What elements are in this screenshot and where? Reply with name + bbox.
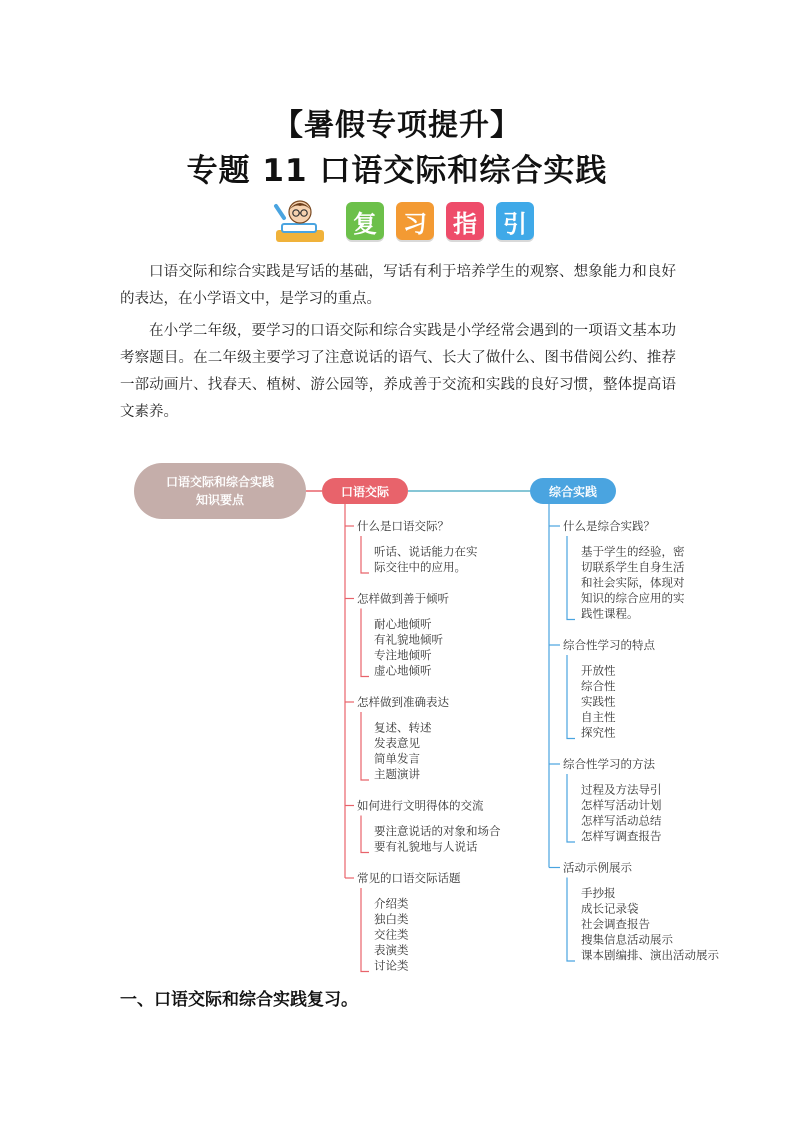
oral-group-title: 如何进行文明得体的交流 — [357, 798, 484, 813]
mind-map-root-label: 口语交际和综合实践 — [165, 475, 275, 489]
oral-group-title: 怎样做到准确表达 — [357, 695, 449, 709]
review-guide-banner — [270, 196, 534, 246]
review-tile-1 — [346, 202, 384, 240]
practice-item-connector — [567, 655, 575, 739]
practice-item: 课本剧编排、演出活动展示 — [581, 948, 719, 962]
oral-item: 耐心地倾听 — [374, 617, 432, 631]
oral-item: 发表意见 — [374, 736, 420, 750]
review-tile-char: 习 — [403, 209, 427, 238]
practice-item: 过程及方法导引 — [581, 782, 662, 797]
oral-item: 专注地倾听 — [374, 648, 432, 662]
practice-item-connector — [567, 878, 575, 962]
oral-item-connector — [361, 888, 369, 972]
practice-item: 切联系学生自身生活 — [581, 560, 685, 574]
practice-item: 社会调查报告 — [581, 917, 650, 931]
practice-group-title: 什么是综合实践？ — [563, 519, 655, 533]
oral-item-connector — [361, 712, 369, 780]
mind-map-root — [134, 463, 306, 519]
practice-item: 开放性 — [581, 663, 616, 678]
student-reading-icon — [270, 196, 330, 246]
oral-item: 复述、转述 — [374, 720, 432, 735]
oral-group-title: 什么是口语交际？ — [357, 519, 449, 533]
oral-item: 听话、说话能力在实 — [374, 544, 478, 559]
oral-item: 表演类 — [374, 943, 409, 957]
title-line-1: 【暑假专项提升】 — [273, 108, 521, 143]
oral-item: 际交往中的应用。 — [374, 560, 466, 574]
practice-item: 知识的综合应用的实 — [581, 591, 685, 605]
branch-comprehensive-practice-label: 综合实践 — [548, 485, 598, 499]
title-line-2: 专题 11 口语交际和综合实践 — [186, 153, 608, 189]
review-tile-char: 复 — [353, 209, 377, 238]
oral-group-title: 常见的口语交际话题 — [357, 871, 461, 885]
practice-item: 实践性 — [581, 694, 616, 709]
practice-group-title: 综合性学习的特点 — [563, 638, 655, 652]
mind-map-root-label: 知识要点 — [195, 493, 245, 507]
oral-item: 要有礼貌地与人说话 — [374, 839, 478, 854]
review-tile-3 — [446, 202, 484, 240]
practice-item: 基于学生的经验，密 — [581, 544, 685, 559]
review-tile-char: 引 — [503, 209, 527, 238]
section-heading: 一、口语交际和综合实践复习。 — [120, 990, 358, 1010]
oral-item: 介绍类 — [374, 896, 409, 911]
practice-group-title: 综合性学习的方法 — [563, 757, 655, 771]
branch-oral-communication-label: 口语交际 — [340, 485, 390, 499]
oral-item-connector — [361, 536, 369, 573]
oral-item: 有礼貌地倾听 — [374, 632, 443, 647]
practice-item: 探究性 — [581, 725, 616, 740]
practice-item-connector — [567, 774, 575, 842]
oral-item: 讨论类 — [374, 958, 409, 973]
practice-item-connector — [567, 536, 575, 620]
intro-paragraph-2: 在小学二年级，要学习的口语交际和综合实践是小学经常会遇到的一项语文基本功考察题目。在二年级主要学习了注意说话的语气、长大了做什么、图书借阅公约、推荐一部动画片、找春天、植树、游公园等，养成善于交流和实践的良好习惯，整体提高语文素养。 — [120, 323, 676, 420]
intro-paragraph-1: 口语交际和综合实践是写话的基础，写话有利于培养学生的观察、想象能力和良好的表达，在小学语文中，是学习的重点。 — [120, 264, 676, 307]
practice-item: 践性课程。 — [581, 606, 639, 621]
practice-item: 怎样写调查报告 — [581, 829, 662, 843]
review-tile-char: 指 — [453, 209, 477, 238]
review-tile-2 — [396, 202, 434, 240]
review-tile-4 — [496, 202, 534, 240]
practice-item: 和社会实际，体现对 — [581, 575, 685, 590]
practice-item: 搜集信息活动展示 — [581, 932, 673, 947]
oral-item: 主题演讲 — [374, 767, 420, 781]
oral-item: 虚心地倾听 — [374, 663, 432, 678]
oral-item: 独白类 — [374, 912, 409, 926]
practice-group-title: 活动示例展示 — [563, 860, 632, 875]
practice-item: 怎样写活动总结 — [581, 813, 662, 828]
practice-item: 综合性 — [581, 679, 616, 693]
oral-item-connector — [361, 609, 369, 677]
oral-item-connector — [361, 816, 369, 853]
practice-item: 怎样写活动计划 — [581, 798, 662, 812]
oral-item: 简单发言 — [374, 751, 420, 766]
oral-group-title: 怎样做到善于倾听 — [357, 591, 449, 606]
oral-item: 交往类 — [374, 927, 409, 942]
practice-item: 手抄报 — [581, 886, 616, 900]
practice-item: 成长记录袋 — [581, 901, 639, 916]
knowledge-mind-map — [0, 458, 794, 973]
oral-item: 要注意说话的对象和场合 — [374, 824, 501, 838]
practice-item: 自主性 — [581, 710, 616, 724]
